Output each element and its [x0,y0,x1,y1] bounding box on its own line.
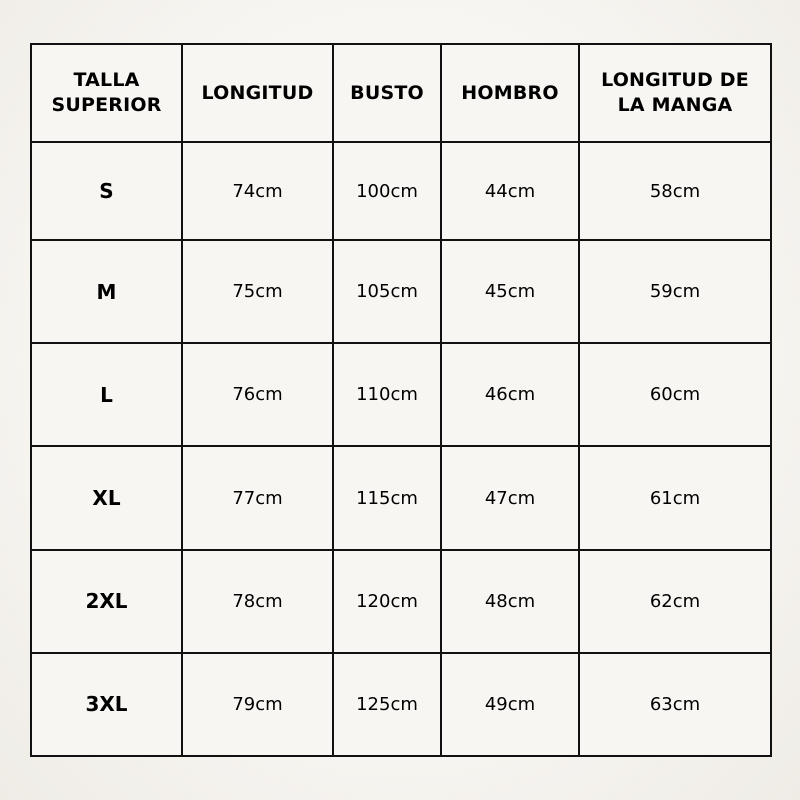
size-cell: 2XL [31,550,182,653]
size-cell: S [31,142,182,240]
table-row [31,653,771,756]
header-text: LONGITUD [201,81,314,104]
hombro-cell: 46cm [441,343,579,446]
size-cell: 3XL [31,653,182,756]
table-row [31,240,771,343]
size-cell: XL [31,446,182,549]
header-busto [333,44,441,142]
header-longitud-de-la-manga [579,44,771,142]
hombro-cell: 48cm [441,550,579,653]
busto-cell: 120cm [333,550,441,653]
manga-cell: 58cm [579,142,771,240]
size-cell: M [31,240,182,343]
longitud-cell: 75cm [182,240,333,343]
hombro-cell: 45cm [441,240,579,343]
hombro-cell: 44cm [441,142,579,240]
header-longitud [182,44,333,142]
longitud-cell: 77cm [182,446,333,549]
busto-cell: 110cm [333,343,441,446]
manga-cell: 62cm [579,550,771,653]
table-row [31,343,771,446]
manga-cell: 63cm [579,653,771,756]
header-text: HOMBRO [461,81,559,104]
busto-cell: 100cm [333,142,441,240]
header-talla-superior [31,44,182,142]
manga-cell: 61cm [579,446,771,549]
busto-cell: 125cm [333,653,441,756]
header-text: SUPERIOR [51,94,162,116]
table-row [31,142,771,240]
size-chart-table [30,43,772,757]
longitud-cell: 79cm [182,653,333,756]
manga-cell: 60cm [579,343,771,446]
hombro-cell: 49cm [441,653,579,756]
header-hombro [441,44,579,142]
longitud-cell: 76cm [182,343,333,446]
header-text: BUSTO [350,81,424,104]
longitud-cell: 74cm [182,142,333,240]
header-text: TALLA [73,69,140,91]
size-cell: L [31,343,182,446]
header-row [31,44,771,142]
busto-cell: 115cm [333,446,441,549]
header-text: LONGITUD DE [601,69,749,91]
header-text: LA MANGA [617,94,733,116]
manga-cell: 59cm [579,240,771,343]
busto-cell: 105cm [333,240,441,343]
hombro-cell: 47cm [441,446,579,549]
longitud-cell: 78cm [182,550,333,653]
table-row [31,446,771,549]
table-row [31,550,771,653]
